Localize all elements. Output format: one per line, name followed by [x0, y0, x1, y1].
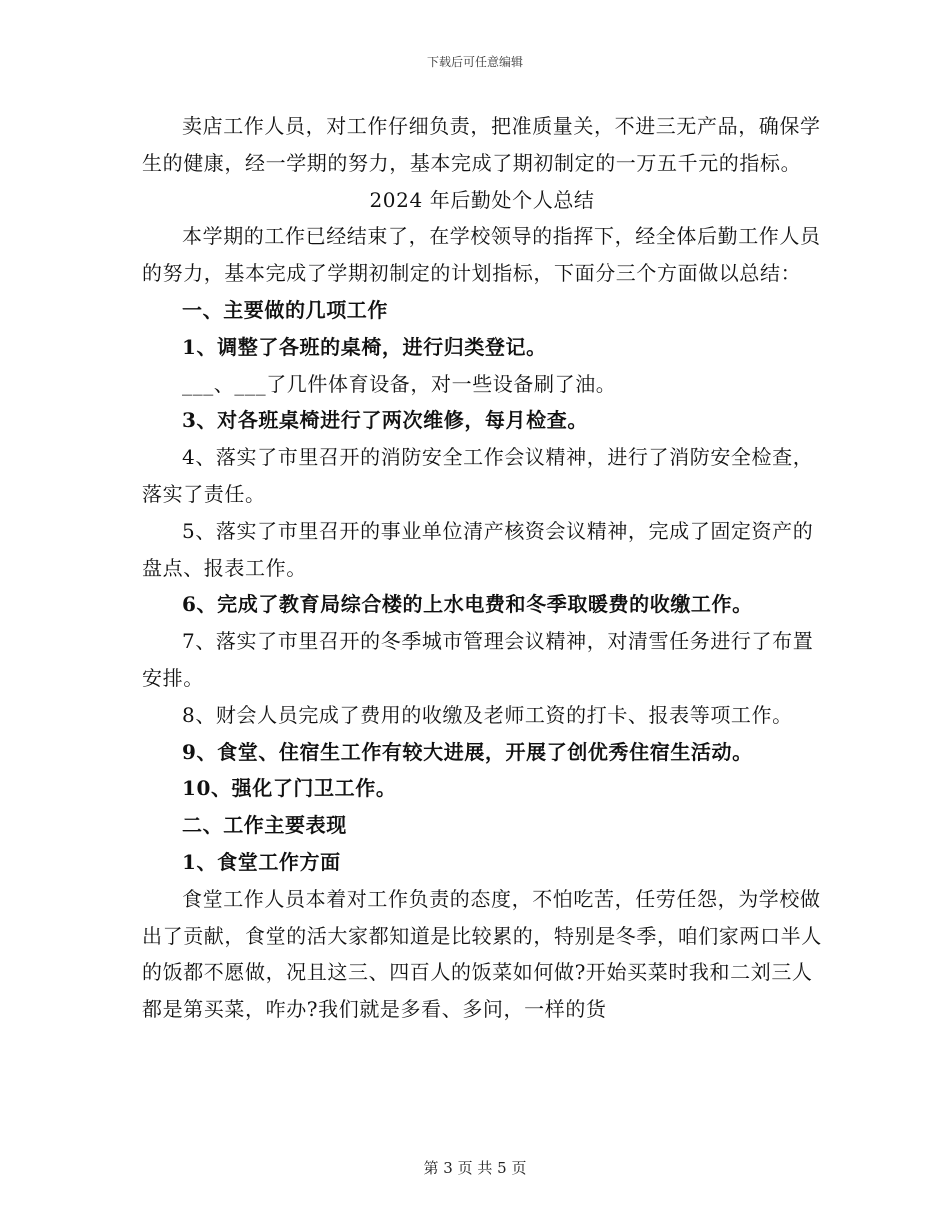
list-item: 9、食堂、住宿生工作有较大进展，开展了创优秀住宿生活动。 — [182, 739, 753, 764]
list-item: 10、强化了门卫工作。 — [182, 776, 397, 801]
page-number: 第 3 页 共 5 页 — [423, 1159, 527, 1177]
list-item: 6、完成了教育局综合楼的上水电费和冬季取暖费的收缴工作。 — [182, 592, 753, 617]
section-heading: 一、主要做的几项工作 — [182, 297, 388, 322]
subsection-heading: 1、食堂工作方面 — [182, 849, 341, 874]
list-item: 4、落实了市里召开的消防安全工作会议精神，进行了消防安全检查，落实了责任。 — [142, 445, 814, 506]
header-note: 下载后可任意编辑 — [426, 55, 523, 69]
list-item: 7、落实了市里召开的冬季城市管理会议精神，对清雪任务进行了布置安排。 — [142, 629, 814, 690]
list-item: 3、对各班桌椅进行了两次维修，每月检查。 — [182, 408, 588, 433]
document-body — [142, 108, 822, 1028]
list-item: 5、落实了市里召开的事业单位清产核资会议精神，完成了固定资产的盘点、报表工作。 — [142, 518, 814, 580]
section-heading: 二、工作主要表现 — [182, 813, 347, 838]
paragraph: 本学期的工作已经结束了，在学校领导的指挥下，经全体后勤工作人员的努力，基本完成了学期初制定的计划指标，下面分三个方面做以总结： — [142, 224, 821, 286]
list-item: 8、财会人员完成了费用的收缴及老师工资的打卡、报表等项工作。 — [182, 702, 793, 727]
list-item: 1、调整了各班的桌椅，进行归类登记。 — [182, 334, 547, 359]
list-item: ___、___了几件体育设备，对一些设备刷了油。 — [182, 371, 617, 396]
paragraph: 食堂工作人员本着对工作负责的态度，不怕吃苦，任劳任怨，为学校做出了贡献，食堂的活大家都知道是比较累的，特别是冬季，咱们家两口半人的饭都不愿做，况且这三、四百人的饭菜如何做?开始买菜时我和二刘三人都是第买菜，咋办?我们就是多看、多问，一样的货 — [142, 886, 822, 1022]
paragraph: 卖店工作人员，对工作仔细负责，把准质量关，不进三无产品，确保学生的健康，经一学期的努力，基本完成了期初制定的一万五千元的指标。 — [142, 114, 821, 175]
document-title: 2024 年后勤处个人总结 — [369, 187, 595, 212]
